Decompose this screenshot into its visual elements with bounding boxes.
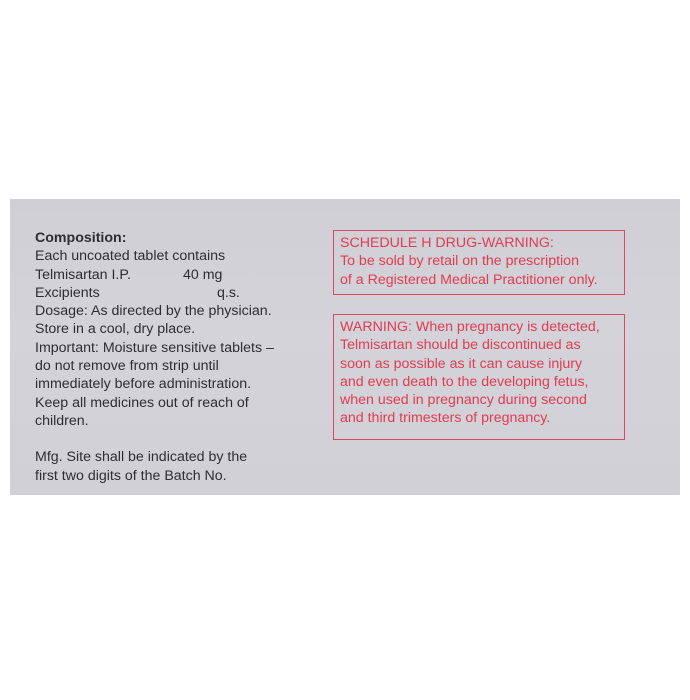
important-line: do not remove from strip until [35, 358, 219, 375]
ingredient-row-telmisartan [35, 266, 325, 284]
composition-block [35, 229, 325, 485]
ingredient-name: Telmisartan I.P. [35, 266, 131, 283]
dosage-text: Dosage: As directed by the physician. [35, 303, 272, 320]
schedule-warning-line: To be sold by retail on the prescription [340, 253, 579, 270]
important-line: Important: Moisture sensitive tablets – [35, 339, 274, 356]
pregnancy-warning-box [333, 314, 625, 440]
ingredient-row-excipients [35, 284, 325, 302]
keep-away-line: children. [35, 412, 89, 429]
pregnancy-warning-line: and third trimesters of pregnancy. [340, 410, 551, 427]
mfg-site-line: first two digits of the Batch No. [35, 467, 227, 484]
schedule-warning-line: SCHEDULE H DRUG-WARNING: [340, 235, 554, 251]
pregnancy-warning-line: and even death to the developing fetus, [340, 373, 589, 390]
composition-heading: Composition: [35, 230, 127, 246]
schedule-h-warning-box [333, 230, 625, 295]
important-line: immediately before administration. [35, 376, 252, 393]
schedule-warning-line: of a Registered Medical Practitioner only. [340, 271, 598, 288]
mfg-site-line: Mfg. Site shall be indicated by the [35, 449, 248, 466]
pregnancy-warning-line: Telmisartan should be discontinued as [340, 337, 581, 354]
each-tablet-text: Each uncoated tablet contains [35, 248, 226, 265]
ingredient-qty: 40 mg [183, 266, 223, 283]
spacer [35, 430, 325, 448]
ingredient-qty: q.s. [217, 284, 240, 301]
pregnancy-warning-line: WARNING: When pregnancy is detected, [340, 319, 600, 335]
carton-panel [10, 199, 680, 495]
ingredient-name: Excipients [35, 284, 100, 301]
pregnancy-warning-line: when used in pregnancy during second [340, 392, 587, 409]
pregnancy-warning-line: soon as possible as it can cause injury [340, 355, 583, 372]
keep-away-line: Keep all medicines out of reach of [35, 394, 249, 411]
storage-text: Store in a cool, dry place. [35, 321, 196, 338]
